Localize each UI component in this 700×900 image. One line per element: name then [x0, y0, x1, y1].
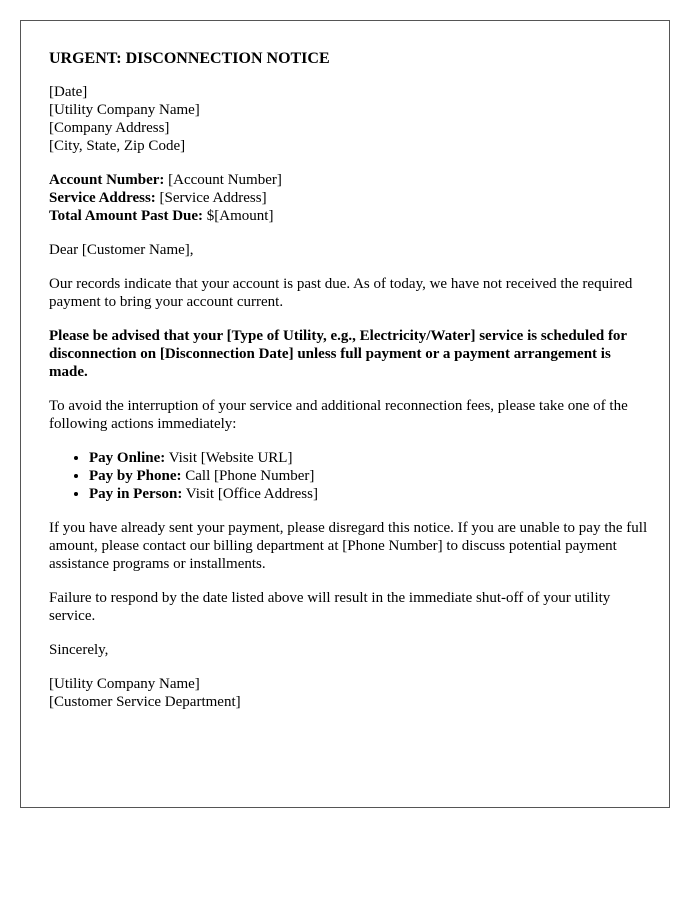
pay-in-person-label: Pay in Person: — [89, 486, 183, 502]
date-line: [Date] — [49, 84, 88, 100]
past-due-paragraph: Our records indicate that your account is past due. As of today, we have not received the required payment to bring your account current. — [49, 276, 633, 310]
pay-by-phone-label: Pay by Phone: — [89, 468, 182, 484]
list-item — [89, 449, 649, 467]
pay-online-label: Pay Online: — [89, 450, 166, 466]
salutation: Dear [Customer Name], — [49, 242, 194, 258]
notice-title: URGENT: DISCONNECTION NOTICE — [49, 50, 330, 67]
account-number-label: Account Number: — [49, 172, 165, 188]
pay-online-text: Visit [Website URL] — [165, 450, 293, 466]
sender-block — [49, 83, 649, 155]
total-due-row — [49, 207, 649, 225]
disconnection-warning-paragraph: Please be advised that your [Type of Utility, e.g., Electricity/Water] service is scheduled for disconnection on [Disconnection Date] unless full payment or a payment arrangement is made. — [49, 328, 627, 380]
pay-in-person-text: Visit [Office Address] — [182, 486, 318, 502]
total-due-label: Total Amount Past Due: — [49, 208, 204, 224]
account-details-block — [49, 171, 649, 225]
account-number-value: [Account Number] — [164, 172, 282, 188]
payment-actions-list — [49, 449, 649, 503]
signature-department: [Customer Service Department] — [49, 694, 241, 710]
actions-intro-paragraph: To avoid the interruption of your service and additional reconnection fees, please take one of the following actions immediately: — [49, 398, 628, 432]
company-address-line: [Company Address] — [49, 120, 170, 136]
signature-block — [49, 675, 649, 711]
list-item — [89, 467, 649, 485]
service-address-row — [49, 189, 649, 207]
service-address-label: Service Address: — [49, 190, 156, 206]
disconnection-notice-letter — [20, 20, 670, 808]
list-item — [89, 485, 649, 503]
signature-company-name: [Utility Company Name] — [49, 676, 200, 692]
total-due-value: $[Amount] — [203, 208, 274, 224]
city-state-zip-line: [City, State, Zip Code] — [49, 138, 186, 154]
service-address-value: [Service Address] — [155, 190, 267, 206]
pay-by-phone-text: Call [Phone Number] — [181, 468, 315, 484]
account-number-row — [49, 171, 649, 189]
company-name-line: [Utility Company Name] — [49, 102, 200, 118]
failure-to-respond-paragraph: Failure to respond by the date listed above will result in the immediate shut-off of your utility service. — [49, 590, 611, 624]
already-paid-paragraph: If you have already sent your payment, please disregard this notice. If you are unable to pay the full amount, please contact our billing department at [Phone Number] to discuss potential payment assistance programs or installments. — [49, 520, 648, 572]
closing: Sincerely, — [49, 642, 109, 658]
